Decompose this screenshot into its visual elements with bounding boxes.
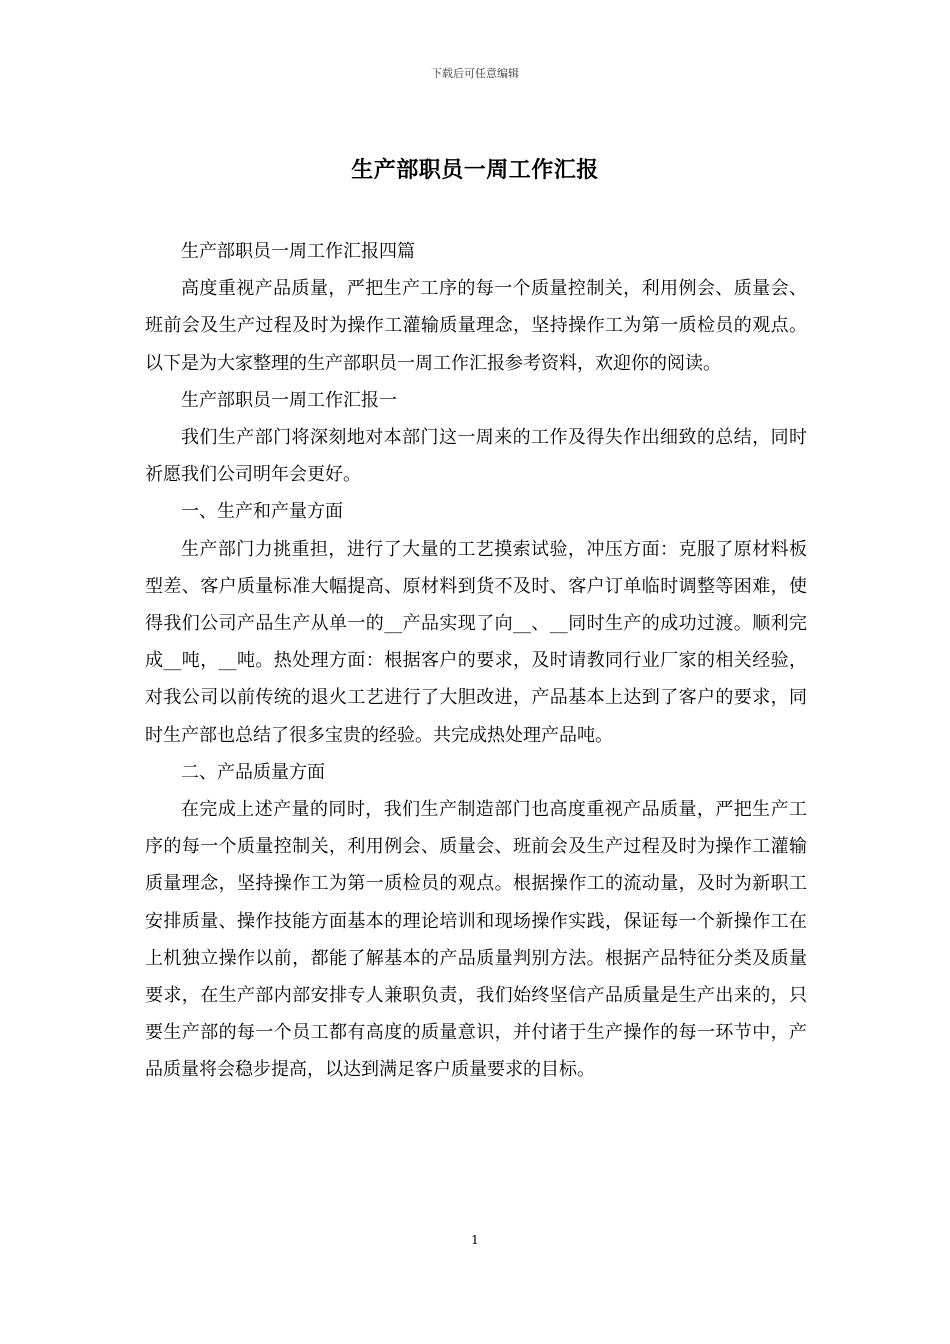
production-paragraph: 生产部门力挑重担，进行了大量的工艺摸索试验，冲压方面：克服了原材料板型差、客户质量标准大幅提高、原材料到货不及时、客户订单临时调整等困难，使得我们公司产品生产从单一的__产品实现了向__、__同时生产的成功过渡。顺利完成__吨，__吨。热处理方面：根据客户的要求，及时请教同行业厂家的相关经验，对我公司以前传统的退火工艺进行了大胆改进，产品基本上达到了客户的要求，同时生产部也总结了很多宝贵的经验。共完成热处理产品吨。 <box>145 538 807 746</box>
intro-paragraph: 高度重视产品质量，严把生产工序的每一个质量控制关，利用例会、质量会、班前会及生产过程及时为操作工灌输质量理念，坚持操作工为第一质检员的观点。以下是为大家整理的生产部职员一周工作汇报参考资料，欢迎你的阅读。 <box>145 278 807 374</box>
section-heading-report-one: 生产部职员一周工作汇报一 <box>181 389 397 411</box>
quality-paragraph: 在完成上述产量的同时，我们生产制造部门也高度重视产品质量，严把生产工序的每一个质量控制关，利用例会、质量会、班前会及生产过程及时为操作工灌输质量理念，坚持操作工为第一质检员的观点。根据操作工的流动量，及时为新职工安排质量、操作技能方面基本的理论培训和现场操作实践，保证每一个新操作工在上机独立操作以前，都能了解基本的产品质量判别方法。根据产品特征分类及质量要求，在生产部内部安排专人兼职负责，我们始终坚信产品质量是生产出来的，只要生产部的每一个员工都有高度的质量意识，并付诸于生产操作的每一环节中，产品质量将会稳步提高，以达到满足客户质量要求的目标。 <box>145 799 807 1081</box>
report-one-intro-paragraph: 我们生产部门将深刻地对本部门这一周来的工作及得失作出细致的总结，同时祈愿我们公司明年会更好。 <box>145 427 807 486</box>
page-header: 下载后可任意编辑 <box>431 67 519 80</box>
page-number: 1 <box>471 1233 479 1247</box>
subtitle-paragraph: 生产部职员一周工作汇报四篇 <box>181 241 415 262</box>
document-body <box>145 233 807 1089</box>
section-heading-production: 一、生产和产量方面 <box>181 501 343 523</box>
section-heading-quality: 二、产品质量方面 <box>181 761 325 783</box>
document-title: 生产部职员一周工作汇报 <box>351 157 599 183</box>
